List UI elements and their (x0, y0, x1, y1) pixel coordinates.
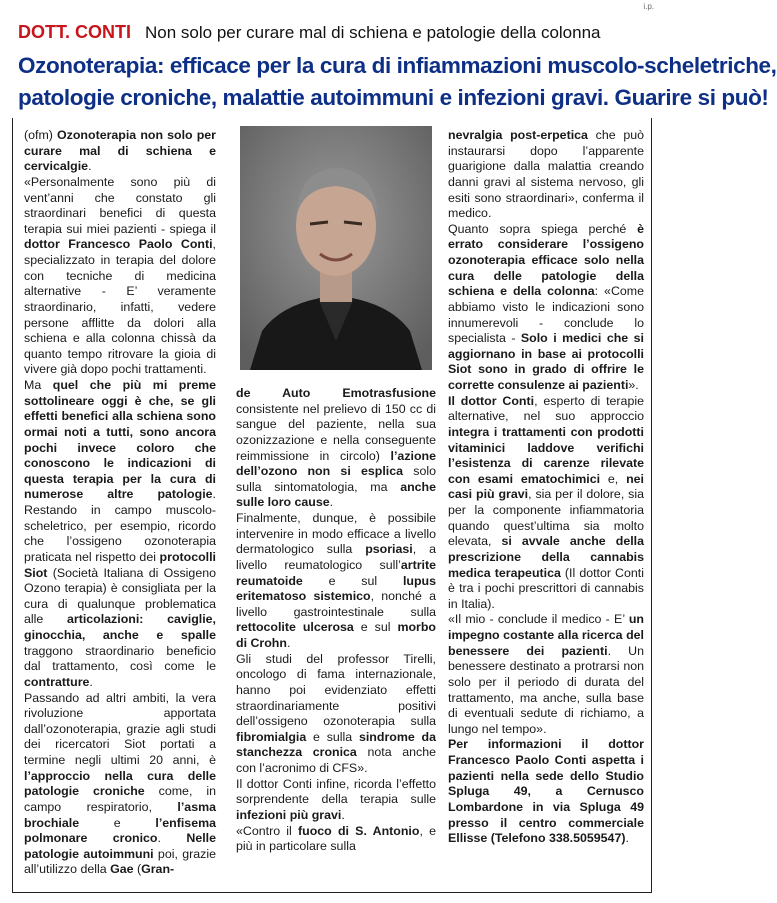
paragraph (236, 777, 436, 824)
bold-text: Gran- (141, 862, 175, 877)
body-text: ». (628, 378, 639, 392)
body-text: . (88, 159, 92, 174)
subtitle: Non solo per curare mal di schiena e patologie della colonna (145, 23, 601, 42)
bold-text: è errato considerare l’ossigeno ozonoterapia efficace solo nella cura delle patologie della schiena e della colonna (448, 221, 644, 299)
body-text: . (625, 831, 629, 846)
body-text: «Personalmente sono più di vent’anni che constato gli straordinari benefici di questa terapia sui miei pazienti - spiega il (24, 174, 216, 236)
bold-text: fibromialgia (236, 729, 307, 744)
portrait-icon (240, 126, 432, 370)
body-text: . (329, 495, 334, 510)
column-1 (24, 128, 216, 878)
bold-text: de Auto Emotrasfusione (236, 386, 436, 400)
ip-mark: i.p. (643, 2, 654, 11)
body-text: e sul (353, 620, 398, 635)
body-text: , sia per il dolore, sia per la componente infiammatoria quando quest’ultima sia molto elevata, (448, 487, 644, 549)
kicker (18, 22, 646, 44)
bold-text: l’azione dell’ozono non si esplica (236, 448, 436, 479)
body-text: . Un benessere destinato a protrarsi non solo per il periodo di durata del trattamento, ma anche, sulla base di eventuali sedute di richiamo, a lungo nel tempo». (448, 643, 644, 736)
bold-text: Nelle patologie autoimmuni (24, 831, 216, 861)
paragraph (448, 737, 644, 846)
body-text: Il dottor Conti infine, ricorda l’effetto sorprendente della terapia sulle (236, 776, 436, 807)
body-text: (Il dottor Conti è tra i pochi prescrittori di cannabis in Italia). (448, 565, 644, 611)
bold-text: nei casi più gravi (448, 471, 644, 502)
paragraph (448, 612, 644, 737)
paragraph (236, 511, 436, 652)
body-text: «Contro il (236, 823, 299, 838)
body-text: (ofm) (24, 128, 58, 142)
body-text: , esperto di terapie alternative, nel suo approccio (448, 393, 644, 424)
body-text: . (341, 807, 345, 822)
body-text: e sul (302, 573, 403, 588)
paragraph (236, 652, 436, 777)
paragraph (236, 386, 436, 511)
column-3 (448, 128, 644, 847)
paragraph (24, 378, 216, 691)
bold-text: articolazioni: caviglie, ginocchia, anche e spalle (24, 612, 216, 642)
body-text: , specializzato in terapia del dolore con tecniche di medicina alternative - E’ veramente straordinario, infatti, vedere persone afflitte da dolori alla schiena e alla colonna chissà da quanto tempo ritrovare la gioia di vivere già dopo pochi trattamenti. (24, 237, 216, 377)
bold-text: rettocolite ulcerosa (236, 620, 354, 635)
bold-text: l’approccio nella cura delle patologie croniche (24, 768, 216, 799)
bold-text: nevralgia post-erpetica (448, 128, 588, 142)
bold-text: anche sulle loro cause (236, 479, 436, 510)
bold-text: l’asma brochiale (24, 799, 216, 830)
body-text: : «Come abbiamo visto le indicazioni sono innumerevoli - conclude lo specialista - (448, 284, 644, 346)
body-text: . (89, 674, 93, 689)
bold-text: quel che più mi preme sottolineare oggi è che, se gli effetti benefici alla schiena sono ormai noti a tutti, sono ancora pochi invece coloro che conoscono le indicazioni di questa terapia per la cura di numerose altre patologie (24, 378, 216, 502)
bold-text: infezioni più gravi (236, 807, 342, 822)
bold-text: artrite reumatoide (236, 557, 436, 588)
bold-text: Il dottor Conti (448, 393, 535, 408)
body-text: . (286, 636, 291, 650)
body-text: . (157, 831, 187, 846)
paragraph (448, 394, 644, 613)
body-text: Gli studi del professor Tirelli, oncologo di fama internazionale, hanno poi evidenziato effetti straordinariamente positivi dell’ossigeno ozonoterapia sulla (236, 651, 436, 729)
paragraph (448, 222, 644, 394)
body-text: consistente nel prelievo di 150 cc di sangue del paziente, nella sua ozonizzazione e nella conseguente reimmissione in circolo) (236, 401, 436, 463)
bold-text: dottor Francesco Paolo Conti (24, 237, 213, 252)
body-text: Passando ad altri ambiti, la vera rivoluzione apportata dall’ozonoterapia, grazie agli studi dei ricercatori Siot portati a termine negli ultimi 20 anni, è (24, 690, 216, 767)
body-text: , nonché a livello gastrointestinale sulla (236, 589, 436, 619)
body-text: «Il mio - conclude il medico - E’ (448, 612, 629, 627)
bold-text: Solo i medici che si aggiornano in base ai protocolli Siot sono in grado di offrire le corrette consulenze ai pazienti (448, 331, 644, 392)
body-text: Quanto sopra spiega perché (448, 221, 638, 236)
body-text: , e più in particolare sulla (236, 823, 436, 854)
paragraph (24, 691, 216, 879)
bold-text: lupus eritematoso sistemico (236, 573, 436, 604)
bold-text: Per informazioni il dottor Francesco Paolo Conti aspetta i pazienti nella sede dello Studio Spluga 49, a Cernusco Lombardone in via Spluga 49 presso il centro commerciale Ellisse (Telefono 338.5059547) (448, 737, 644, 846)
headline-line-2: patologie croniche, malattie autoimmuni e infezioni gravi. Guarire si può! (18, 85, 769, 110)
body-text: Finalmente, dunque, è possibile intervenire in modo efficace a livello dermatologico sulla (236, 511, 436, 557)
body-text: traggono straordinario beneficio dal trattamento, così come le (24, 643, 216, 674)
body-text: poi, grazie all’utilizzo della (24, 846, 216, 877)
bold-text: psoriasi (365, 542, 413, 557)
bold-text: fuoco di S. Antonio (298, 823, 420, 838)
bold-text: contratture (24, 674, 90, 689)
bold-text: un impegno costante alla ricerca del benessere dei pazienti (448, 612, 644, 658)
body-text: come, in campo respiratorio, (24, 784, 216, 814)
body-text: e, (600, 471, 627, 486)
paragraph (24, 128, 216, 175)
body-text: (Società Italiana di Ossigeno Ozono terapia) è consigliata per la cura di qualunque problematica alle (24, 565, 216, 627)
bold-text: l’enfisema polmonare cronico (24, 815, 216, 846)
bold-text: Ozonoterapia non solo per curare mal di schiena e cervicalgie (24, 128, 216, 174)
body-text: nota anche con l’acronimo di CFS». (236, 745, 436, 775)
bold-text: morbo di Crohn (236, 620, 436, 650)
body-text: che può instaurarsi dopo l’apparente guarigione dalla malattia creando danni gravi al sistema nervoso, gli esiti sono straordinari», conferma il medico. (448, 128, 644, 221)
bold-text: sindrome da stanchezza cronica (236, 729, 436, 760)
paragraph (24, 175, 216, 378)
body-text: ( (133, 862, 142, 877)
column-2 (236, 386, 436, 855)
headline-line-1: Ozonoterapia: efficace per la cura di infiammazioni muscolo-scheletriche, (18, 53, 777, 78)
bold-text: si avvale anche della prescrizione della cannabis medica terapeutica (448, 534, 645, 580)
bold-text: integra i trattamenti con prodotti vitaminici laddove verifichi l’esistenza di carenze rilevate con esami ematochimici (448, 424, 644, 486)
body-text: Ma (24, 378, 53, 392)
headline (18, 50, 777, 114)
body-text: e sulla (306, 729, 359, 744)
body-text: , a livello reumatologico sull’ (236, 542, 436, 572)
bold-text: protocolli Siot (24, 549, 216, 580)
section-tag: DOTT. CONTI (18, 22, 131, 42)
body-text: . Restando in campo muscolo-scheletrico, per esempio, ricordo che l’ossigeno ozonoterapia praticata nel rispetto dei (24, 487, 216, 564)
paragraph (236, 824, 436, 855)
portrait-photo (240, 126, 432, 370)
bold-text: Gae (110, 862, 134, 877)
paragraph (448, 128, 644, 222)
body-text: solo sulla sintomatologia, ma (236, 464, 436, 494)
body-text: e (79, 815, 156, 830)
